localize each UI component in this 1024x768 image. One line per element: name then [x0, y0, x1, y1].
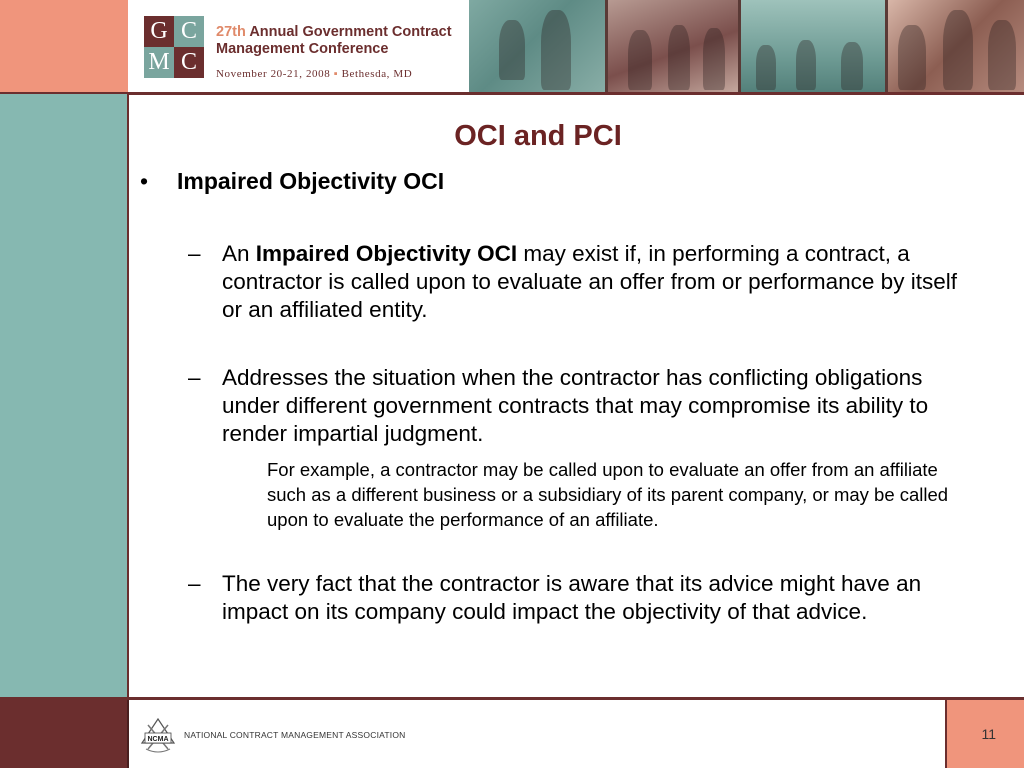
slide-title: OCI and PCI [454, 120, 622, 152]
example-paragraph: For example, a contractor may be called upon to evaluate an offer from an affiliate such as a different business or a subsidiary of its parent company, or may be called upon to evaluate the performance of an affiliate. [267, 459, 949, 530]
header-photo [469, 0, 605, 94]
sub-bullet-emphasis: Impaired Objectivity OCI [255, 241, 518, 266]
sub-bullet-text: may exist if, in performing a contract, a contractor is called upon to evaluate an offer from or performance by itself or an affiliated entity. [222, 241, 957, 322]
conference-name [216, 24, 466, 58]
dash-marker: – [188, 571, 201, 596]
logo-letter: G [144, 16, 174, 47]
conference-ordinal: 27th [216, 24, 246, 40]
sub-bullet-item [140, 364, 972, 448]
dash-marker: – [188, 365, 201, 390]
header-photo-strip [469, 0, 1024, 94]
slide-content [140, 166, 990, 626]
sub-bullet-prefix: An [222, 241, 250, 266]
sub-bullet-text: Addresses the situation when the contractor has conflicting obligations under different government contracts that may compromise its ability to render impartial judgment. [222, 365, 929, 446]
header-corner-block [0, 0, 128, 94]
bullet-marker: • [140, 168, 149, 194]
dash-marker: – [188, 241, 201, 266]
bullet-item [140, 166, 990, 196]
header-photo [608, 0, 738, 94]
logo-letter: M [144, 47, 174, 78]
separator-dot: ▪ [333, 68, 339, 80]
conference-location: Bethesda, MD [341, 68, 413, 80]
footer-corner-block [0, 700, 128, 768]
conference-line1: Annual Government Contract [249, 24, 452, 40]
sub-bullet-item [140, 240, 972, 324]
header-photo [888, 0, 1024, 94]
header-photo [741, 0, 886, 94]
ncma-logo [138, 713, 178, 755]
logo-letter: C [174, 16, 204, 47]
conference-date: November 20-21, 2008 [216, 68, 331, 80]
conference-date-location [216, 68, 466, 80]
left-side-bar-edge [127, 94, 129, 699]
page-number: 11 [981, 726, 996, 742]
gcmc-logo-mark [144, 16, 204, 78]
conference-logo [128, 0, 469, 94]
ncma-mark-text: NCMA [147, 736, 169, 743]
sub-bullet-item [140, 570, 972, 626]
logo-letter: C [174, 47, 204, 78]
header-divider [0, 92, 1024, 95]
left-side-bar [0, 94, 127, 699]
page-number-block [947, 700, 1024, 768]
bullet-text: Impaired Objectivity OCI [177, 168, 445, 194]
sub-bullet-text: The very fact that the contractor is aware that its advice might have an impact on its company could impact the objectivity of that advice. [222, 571, 922, 624]
conference-line2: Management Conference [216, 41, 389, 57]
organization-name: NATIONAL CONTRACT MANAGEMENT ASSOCIATION [184, 730, 406, 740]
